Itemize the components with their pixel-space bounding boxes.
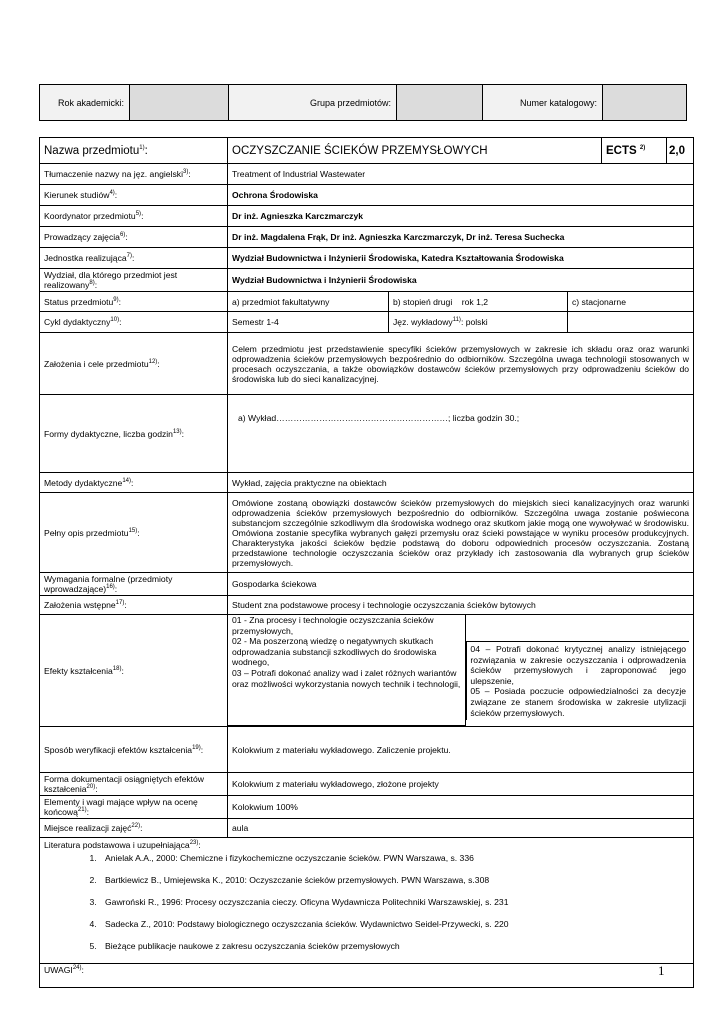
prowadzacy-value: Dr inż. Magdalena Frąk, Dr inż. Agnieszka Karczmarczyk, Dr inż. Teresa Suchecka <box>228 227 694 248</box>
jednostka-row <box>40 248 694 269</box>
elementy-label: Elementy i wagi mające wpływ na ocenę końcową$^{21)}$: <box>40 796 228 819</box>
literatura-item: 4. Sadecka Z., 2010: Podstawy biologicznego oczyszczania ścieków. Wydawnictwo Seidel-Przywecki, s. 220 <box>99 918 689 940</box>
cykl-label: Cykl dydaktyczny$^{10)}$: <box>40 312 228 333</box>
rok-akademicki-field[interactable] <box>130 85 229 120</box>
ects-value: 2,0 <box>667 138 694 164</box>
kierunek-row <box>40 185 694 206</box>
uwagi-cell <box>40 964 694 988</box>
formy-row <box>40 395 694 473</box>
zalozenia-label: Założenia i cele przedmiotu$^{12)}$: <box>40 333 228 395</box>
translation-label: Tłumaczenie nazwy na jęz. angielski$^{3)}$: <box>40 164 228 185</box>
wydzial-value: Wydział Budownictwa i Inżynierii Środowiska <box>228 269 694 292</box>
miejsce-value: aula <box>228 819 694 838</box>
formy-label: Formy dydaktyczne, liczba godzin$^{13)}$: <box>40 395 228 473</box>
efekty-row <box>40 615 694 727</box>
jezyk-wykladowy: Jęz. wykładowy$^{11)}$: polski <box>389 312 568 333</box>
status-b: b) stopień drugi rok 1,2 <box>389 292 568 312</box>
rok-akademicki-label: Rok akademicki: <box>40 85 130 120</box>
wymagania-label: Wymagania formalne (przedmioty wprowadzające)$^{16)}$: <box>40 573 228 596</box>
miejsce-label: Miejsce realizacji zajęć$^{22)}$: <box>40 819 228 838</box>
jednostka-value: Wydział Budownictwa i Inżynierii Środowiska, Katedra Kształtowania Środowiska <box>228 248 694 269</box>
translation-row <box>40 164 694 185</box>
weryfikacja-row <box>40 727 694 773</box>
prowadzacy-row <box>40 227 694 248</box>
cykl-row <box>40 312 694 333</box>
elementy-row <box>40 796 694 819</box>
cykl-value: Semestr 1-4 <box>228 312 389 333</box>
dokumentacja-label: Forma dokumentacji osiągniętych efektów kształcenia$^{20)}$: <box>40 773 228 796</box>
wstepne-label: Założenia wstępne$^{17)}$: <box>40 596 228 615</box>
course-name-value: OCZYSZCZANIE ŚCIEKÓW PRZEMYSŁOWYCH <box>228 138 602 164</box>
status-row <box>40 292 694 312</box>
miejsce-row <box>40 819 694 838</box>
zalozenia-value: Celem przedmiotu jest przedstawienie specyfiki ścieków przemysłowych w zakresie ich składu oraz oraz warunki odprowadzenia ścieków przemysłowych bezpośrednio do odbiorników. Szczególna uwaga technologii stosowanych w procesach oczyszczania, a także obowiązków dostawców ścieków przemysłowych przy odprowadzeniu ścieków do środowiska lub do sieci kanalizacyjnej. <box>228 333 694 395</box>
weryfikacja-label: Sposób weryfikacji efektów kształcenia$^{19)}$: <box>40 727 228 773</box>
literatura-row <box>40 838 694 964</box>
jednostka-label: Jednostka realizująca$^{7)}$: <box>40 248 228 269</box>
page-number: 1 <box>658 963 665 978</box>
literatura-list <box>44 852 689 962</box>
efekty-columns <box>232 615 689 726</box>
weryfikacja-value: Kolokwium z materiału wykładowego. Zaliczenie projektu. <box>228 727 694 773</box>
ects-label: ECTS $^{2)}$ <box>602 138 667 164</box>
koordynator-label: Koordynator przedmiotu$^{5)}$: <box>40 206 228 227</box>
translation-value: Treatment of Industrial Wastewater <box>228 164 694 185</box>
status-c: c) stacjonarne <box>568 292 694 312</box>
elementy-value: Kolokwium 100% <box>228 796 694 819</box>
wydzial-row <box>40 269 694 292</box>
metody-value: Wykład, zajęcia praktyczne na obiektach <box>228 473 694 493</box>
grupa-przedmiotow-field[interactable] <box>397 85 483 120</box>
formy-value: a) Wykład……………………………………………………; liczba godzin 30.; <box>228 395 694 473</box>
opis-value: Omówione zostaną obowiązki dostawców ścieków przemysłowych do miejskich sieci kanalizacyjnych oraz warunki odprowadzenia ścieków przemysłowych bezpośrednio do odbiorników. Szczególna uwaga zostanie poświecona substancjom szczególnie szkodliwym dla środowiska wodnego oraz skutkom jakie mogą one wywoływać w środowisku. Omówiona zostanie specyfika wybranych gałęzi przemysłu oraz ścieki powstające w wyniku procesów produkcyjnych. Charakterystyka jakości ścieków będzie podstawą do doboru odpowiednich procesów oczyszczania. Zostaną przedstawione technologie oczyszczania ścieków oraz przykłady ich zastosowania dla wybranych grup ścieków przemysłowych. <box>228 493 694 573</box>
metody-row <box>40 473 694 493</box>
cykl-empty-cell <box>568 312 694 333</box>
wymagania-value: Gospodarka ściekowa <box>228 573 694 596</box>
status-a: a) przedmiot fakultatywny <box>228 292 389 312</box>
kierunek-value: Ochrona Środowiska <box>228 185 694 206</box>
opis-label: Pełny opis przedmiotu$^{15)}$: <box>40 493 228 573</box>
course-syllabus-table <box>39 137 694 988</box>
zalozenia-row <box>40 333 694 395</box>
literatura-item: 3. Gawroński R., 1996: Procesy oczyszczania cieczy. Oficyna Wydawnicza Politechniki Warszawskiej, s. 231 <box>99 896 689 918</box>
status-label: Status przedmiotu$^{9)}$: <box>40 292 228 312</box>
numer-katalogowy-field[interactable] <box>603 85 686 120</box>
literatura-item: 5. Bieżące publikacje naukowe z zakresu oczyszczania ścieków przemysłowych <box>99 940 689 962</box>
prowadzacy-label: Prowadzący zajęcia$^{6)}$: <box>40 227 228 248</box>
grupa-przedmiotow-label: Grupa przedmiotów: <box>229 85 397 120</box>
uwagi-label: UWAGI$^{24)}$: <box>44 965 84 976</box>
uwagi-row <box>40 964 694 988</box>
efekty-label: Efekty kształcenia$^{18)}$: <box>40 615 228 727</box>
literatura-cell <box>40 838 694 964</box>
metody-label: Metody dydaktyczne$^{14)}$: <box>40 473 228 493</box>
opis-row <box>40 493 694 573</box>
koordynator-value: Dr inż. Agnieszka Karczmarczyk <box>228 206 694 227</box>
literatura-label: Literatura podstawowa i uzupełniająca$^{23)}$: <box>44 840 201 851</box>
efekty-right: 04 – Potrafi dokonać krytycznej analizy istniejącego rozwiązania w zakresie oczyszczania i odprowadzenia ścieków przemysłowych i zaproponować jego ulepszenie, 05 – Posiada poczucie odpowiedzialności za decyzje związane ze stanem środowiska w zakresie utylizacji ścieków przemysłowych. <box>466 641 689 720</box>
course-name-label: Nazwa przedmiotu$^{1)}$: <box>40 138 228 164</box>
course-name-row <box>40 138 694 164</box>
wstepne-value: Student zna podstawowe procesy i technologie oczyszczania ścieków bytowych <box>228 596 694 615</box>
dokumentacja-row <box>40 773 694 796</box>
efekty-left: 01 - Zna procesy i technologie oczyszczania ścieków przemysłowych, 02 - Ma poszerzoną wiedzę o negatywnych skutkach odprowadzania substancji szkodliwych do środowiska wodnego, 03 – Potrafi dokonać analizy wad i zalet różnych wariantów oraz możliwości wykorzystania nowych technik i technologii, <box>228 615 466 726</box>
wymagania-row <box>40 573 694 596</box>
course-catalog-header <box>39 84 687 121</box>
kierunek-label: Kierunek studiów$^{4)}$: <box>40 185 228 206</box>
numer-katalogowy-label: Numer katalogowy: <box>483 85 603 120</box>
literatura-item: 2. Bartkiewicz B., Umiejewska K., 2010: Oczyszczanie ścieków przemysłowych. PWN Warszawa, s.308 <box>99 874 689 896</box>
koordynator-row <box>40 206 694 227</box>
dokumentacja-value: Kolokwium z materiału wykładowego, złożone projekty <box>228 773 694 796</box>
wstepne-row <box>40 596 694 615</box>
wydzial-label: Wydział, dla którego przedmiot jest realizowany$^{8)}$: <box>40 269 228 292</box>
efekty-cell <box>228 615 694 727</box>
literatura-item: 1. Anielak A.A., 2000: Chemiczne i fizykochemiczne oczyszczanie ścieków. PWN Warszawa, s. 336 <box>99 852 689 874</box>
